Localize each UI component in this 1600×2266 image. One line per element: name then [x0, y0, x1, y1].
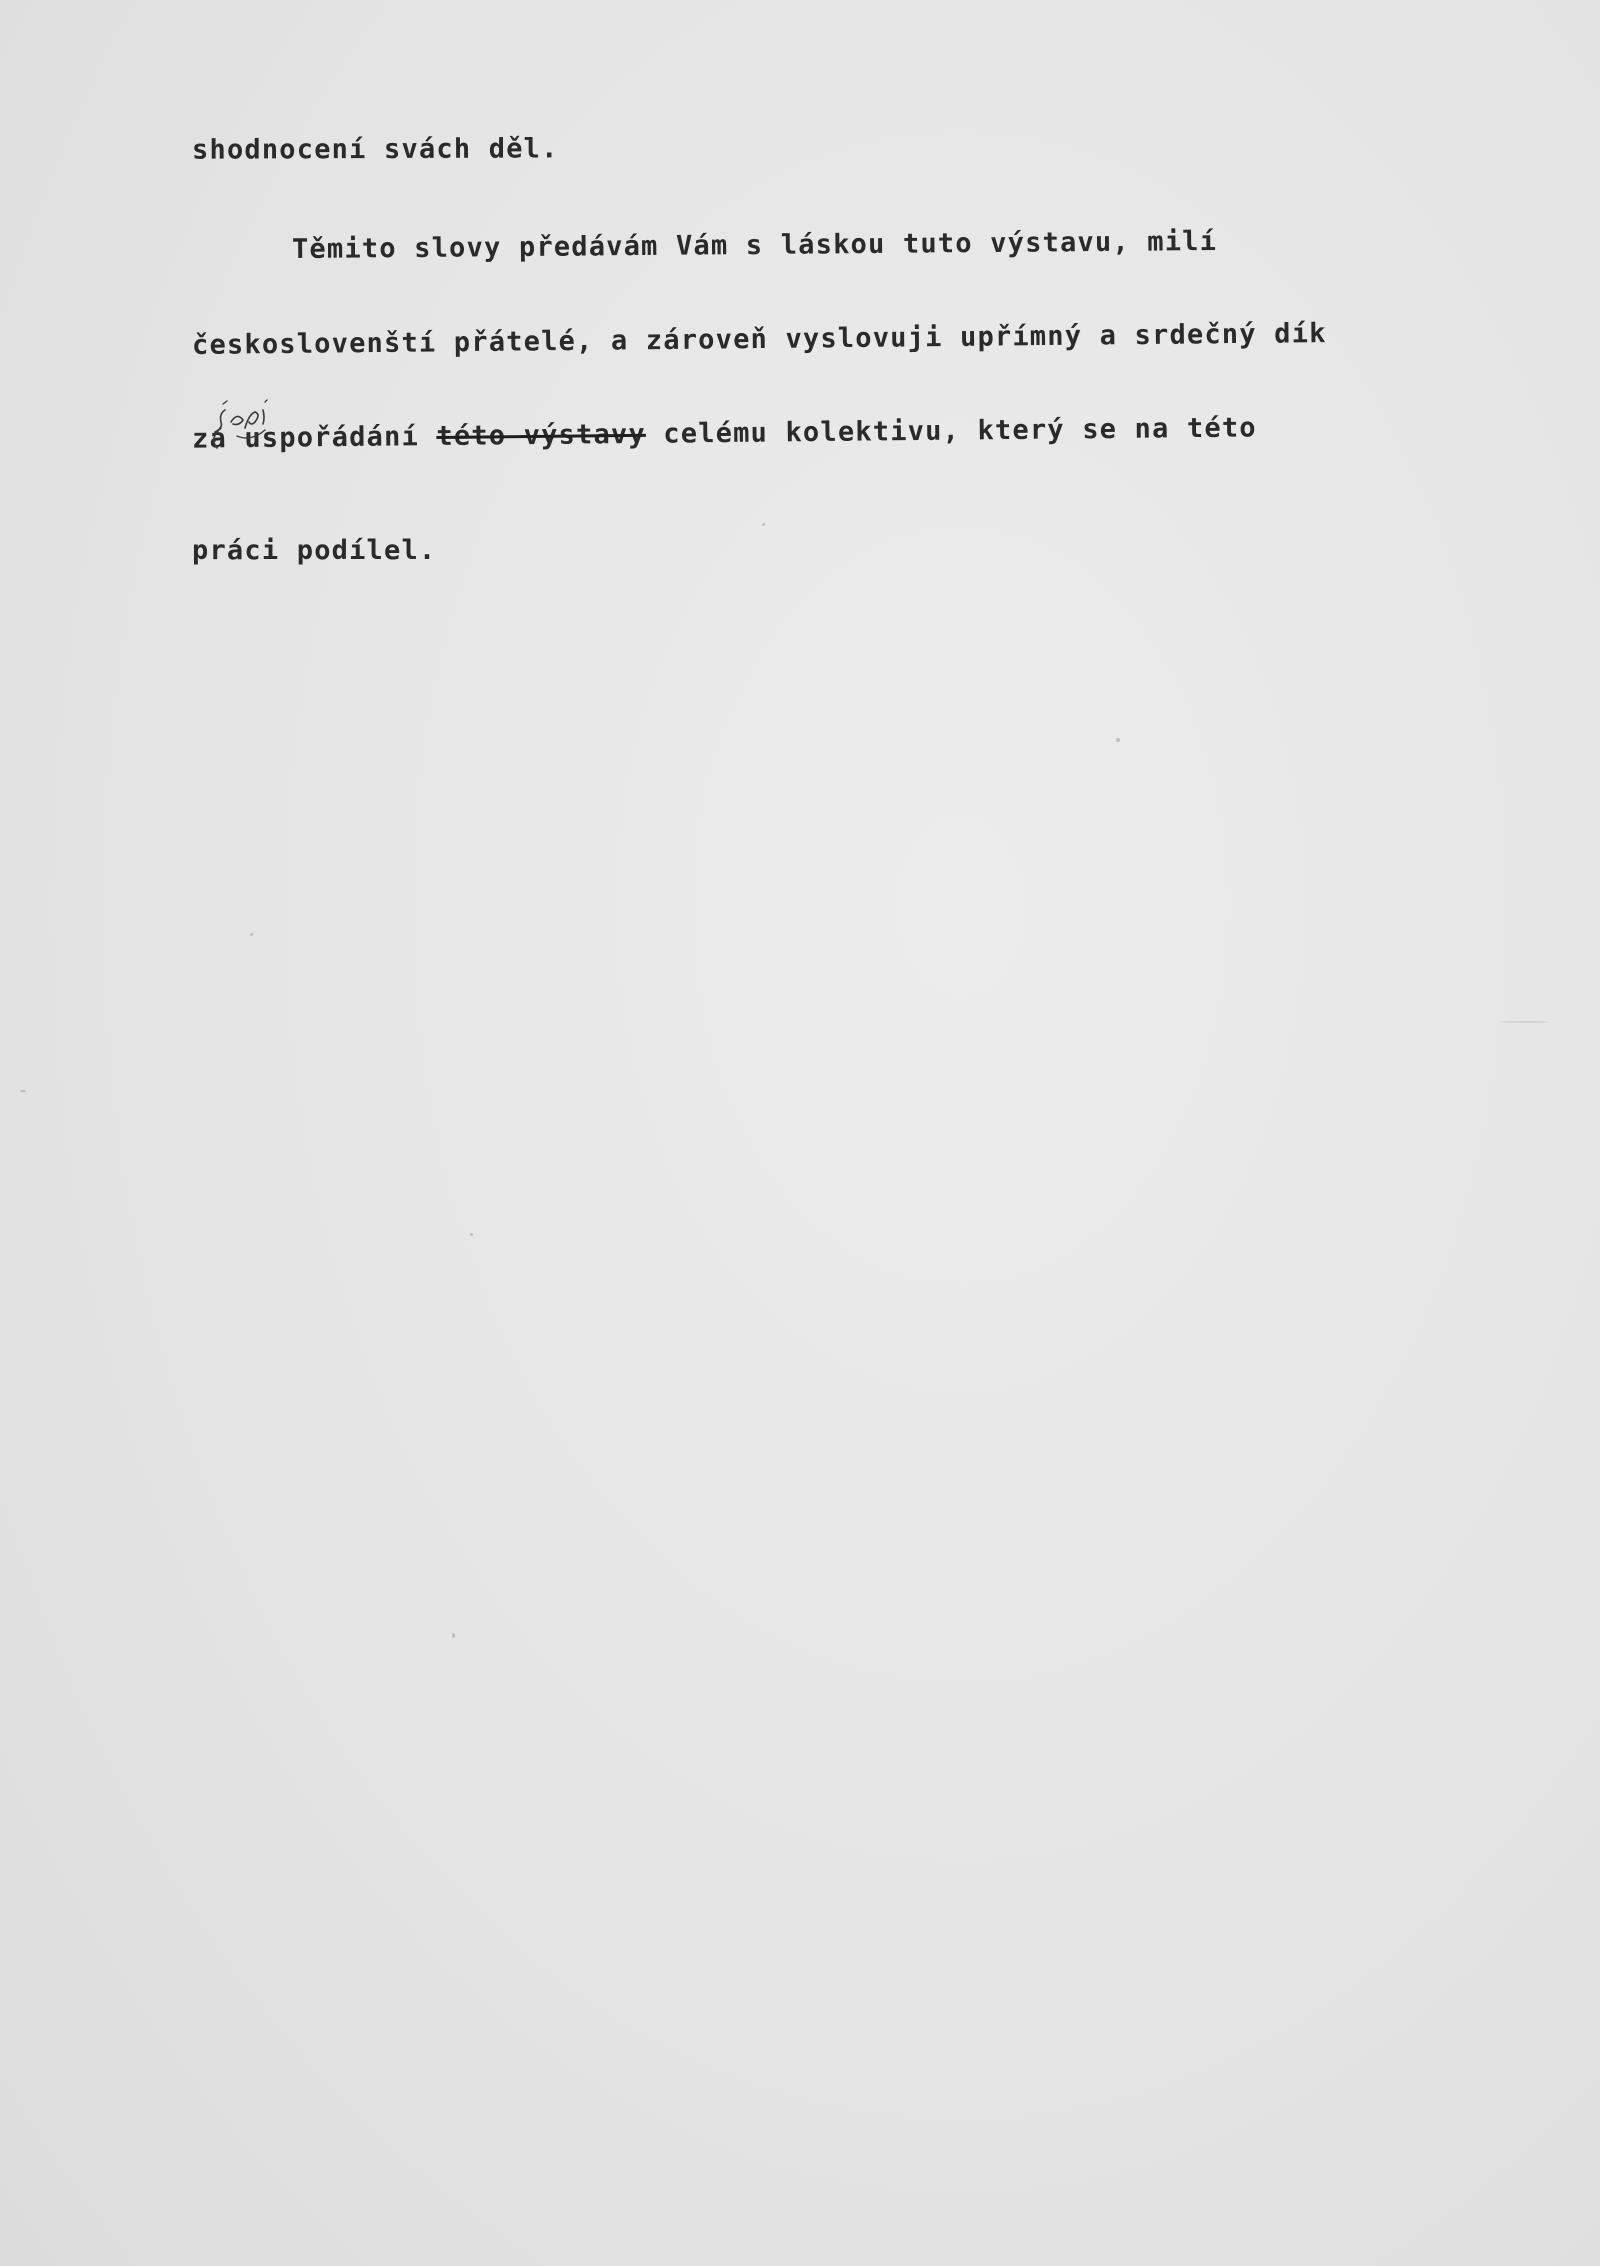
- handwritten-note: [207, 392, 287, 456]
- struck-through-text: této výstavy: [436, 418, 647, 453]
- paper-speck: [1500, 1021, 1550, 1023]
- paper-speck: [762, 523, 765, 526]
- paper-speck: [470, 1233, 473, 1236]
- text-line-1: shodnocení svách děl.: [191, 133, 559, 166]
- paper-speck: [250, 933, 253, 936]
- text-line-3: českoslovenští přátelé, a zároveň vyslovuji upřímný a srdečný dík: [191, 318, 1327, 361]
- text-line-4-part1: za uspořádání: [191, 421, 437, 455]
- text-line-4: [192, 412, 1257, 454]
- paper-speck: [1116, 738, 1120, 742]
- paper-speck: [20, 1090, 26, 1092]
- paper-speck: [452, 1633, 455, 1638]
- text-line-5: práci podílel.: [192, 535, 437, 566]
- text-line-2: Těmito slovy předávám Vám s láskou tuto výstavu, milí: [291, 225, 1218, 266]
- text-line-4-part2: celému kolektivu, který se na této: [645, 412, 1257, 450]
